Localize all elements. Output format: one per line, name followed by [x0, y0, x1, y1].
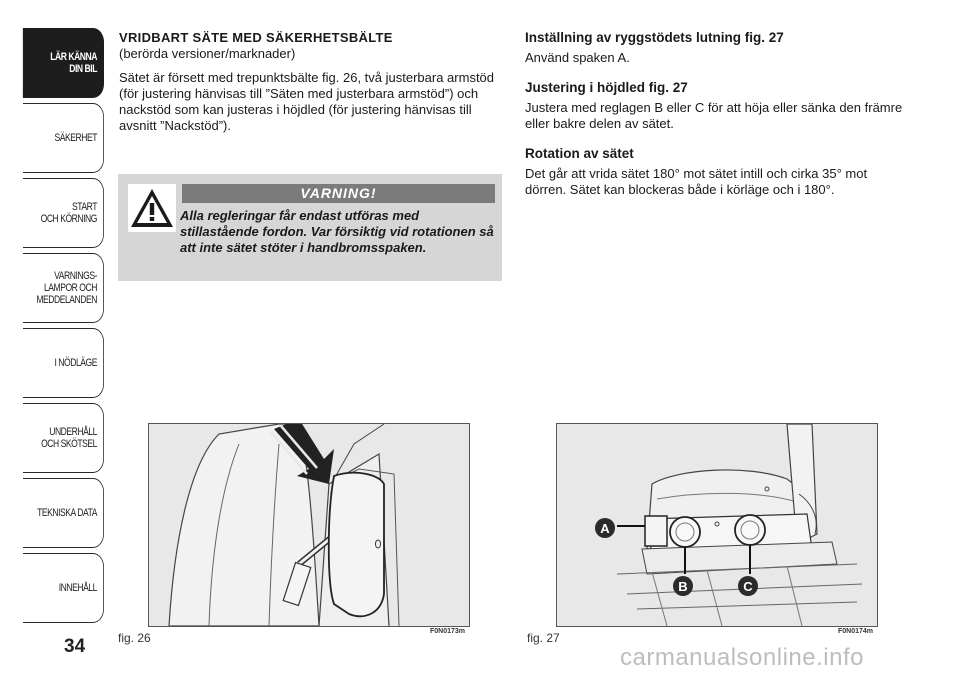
figure-27-seat-controls [556, 423, 878, 627]
figure-27-code: F0N0174m [838, 628, 874, 635]
height-text: Justera med reglagen B eller C för att höja eller sänka den främre eller bakre delen av sätet. [525, 100, 903, 131]
watermark: carmanualsonline.info [620, 644, 864, 671]
figure-26-code: F0N0173m [430, 628, 466, 635]
tab-i-nodlage[interactable]: I NÖDLÄGE [23, 328, 104, 398]
warning-title: VARNING! [182, 184, 495, 203]
tab-varningslampor[interactable]: VARNINGS- LAMPOR OCH MEDDELANDEN [23, 253, 104, 323]
label-c: C [743, 579, 753, 594]
warning-text-body: Alla regleringar får endast utföras med stillastående fordon. Var försiktig vid rotationen så att inte sätet stöter i handbromsspaken. [180, 208, 494, 255]
label-a: A [600, 521, 610, 536]
label-b: B [678, 579, 688, 594]
tab-lar-kanna-din-bil[interactable]: LÄR KÄNNA DIN BIL [23, 28, 104, 98]
tab-innehall[interactable]: INNEHÅLL [23, 553, 104, 623]
page-number: 34 [64, 636, 86, 657]
tab-tekniska-data[interactable]: TEKNISKA DATA [23, 478, 104, 548]
tab-underhall[interactable]: UNDERHÅLL OCH SKÖTSEL [23, 403, 104, 473]
section-paragraph: Sätet är försett med trepunktsbälte fig. 26, två justerbara armstöd (för justering hänvisas till ”Säten med justerbara armstöd”) och nackstöd som kan justeras i höjdled (för justering hänvisas till avsnitt ”Nackstöd”). [119, 70, 495, 133]
section-subheading: (berörda versioner/marknader) [119, 46, 296, 61]
right-column [525, 30, 905, 198]
tab-start-och-korning[interactable]: START OCH KÖRNING [23, 178, 104, 248]
warning-text [124, 208, 494, 256]
figure-27-caption: fig. 27 [527, 631, 560, 645]
figure-26-seat-belt [148, 423, 470, 627]
tab-sakerhet[interactable]: SÄKERHET [23, 103, 104, 173]
backrest-text: Använd spaken A. [525, 50, 630, 65]
backrest-heading: Inställning av ryggstödets lutning fig. 27 [525, 30, 784, 45]
left-column [119, 30, 499, 134]
warning-box [118, 174, 502, 281]
section-heading: VRIDBART SÄTE MED SÄKERHETSBÄLTE [119, 30, 393, 45]
figure-26-caption: fig. 26 [118, 631, 151, 645]
rotation-heading: Rotation av sätet [525, 146, 634, 161]
height-heading: Justering i höjdled fig. 27 [525, 80, 688, 95]
rotation-text: Det går att vrida sätet 180° mot sätet intill och cirka 35° mot dörren. Sätet kan blockeras både i körläge och i 180°. [525, 166, 868, 197]
